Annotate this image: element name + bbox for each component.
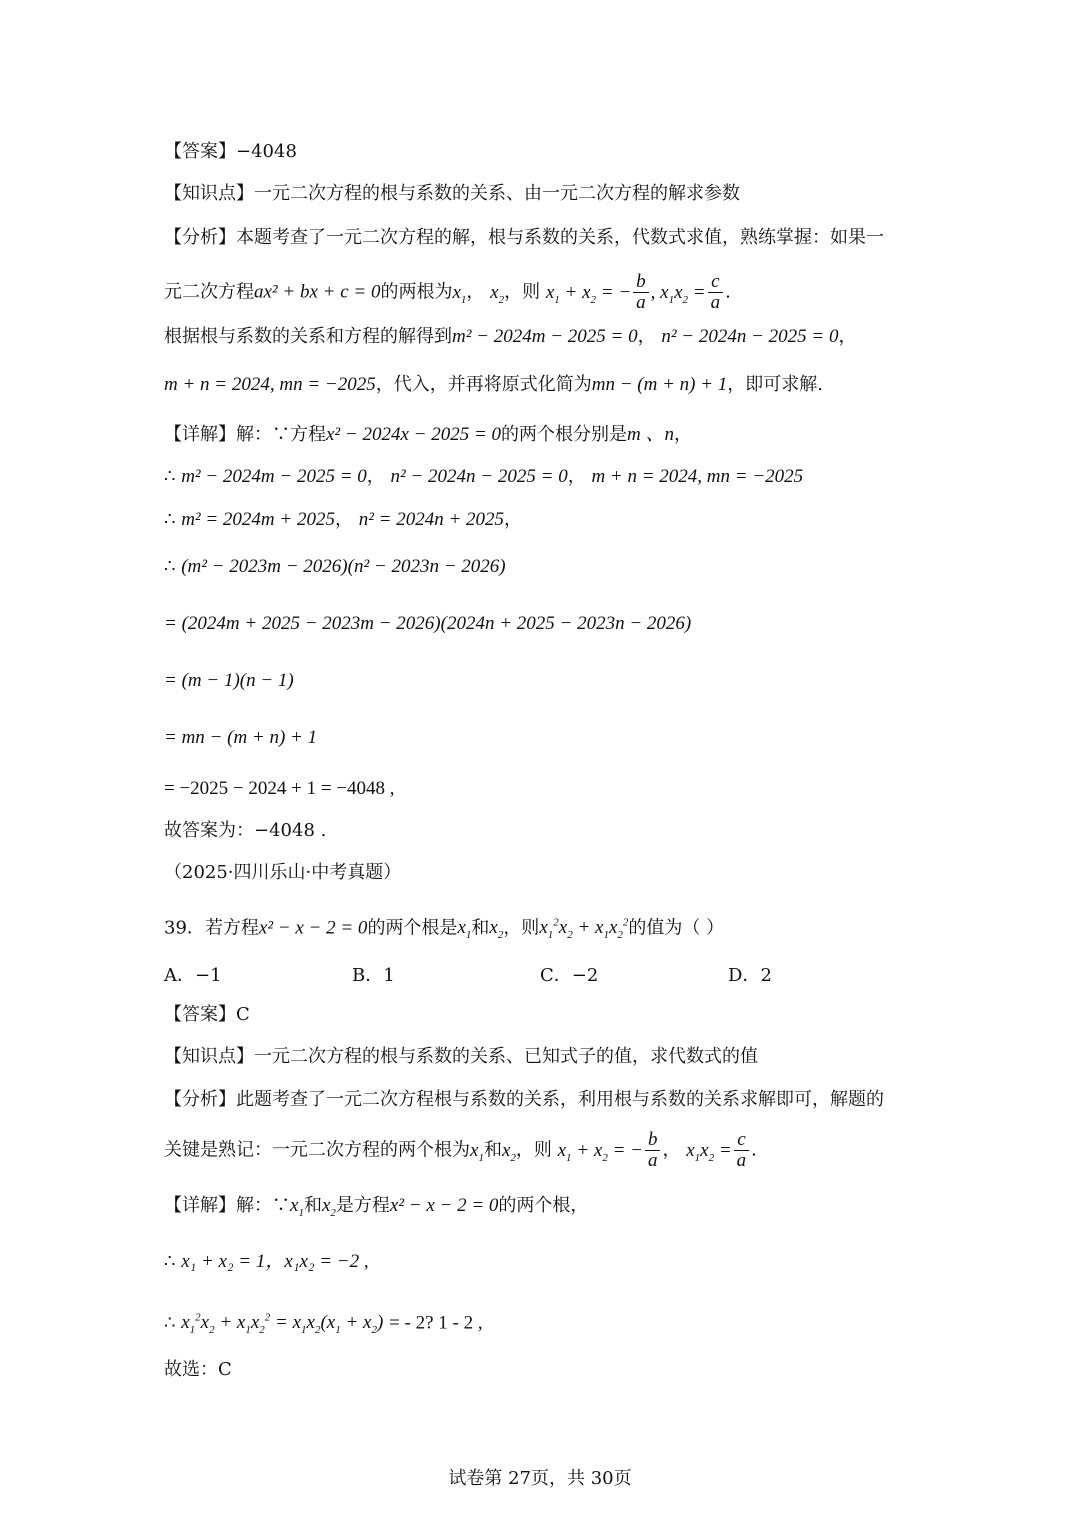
question-text: 的值为（ ） [628, 917, 725, 939]
question-text: 的两个根是 [367, 917, 458, 939]
step-1: ∴ m² − 2024m − 2025 = 0， n² − 2024n − 2025 = 0， m + n = 2024, mn = −2025 [164, 466, 804, 487]
page-footer: 试卷第 27页，共 30页 [448, 1468, 632, 1489]
detail-text: 和 [303, 1195, 322, 1216]
analysis-text: 和 [483, 1139, 502, 1161]
root-x1: $x_1$ [470, 1139, 484, 1164]
step1-eq-a: m² − 2024m − 2025 = 0 [181, 466, 367, 487]
root-x2: $x_2$ [501, 1139, 516, 1164]
analysis-text: 关键是熟记：一元二次方程的两个根为 [164, 1139, 470, 1161]
detail-line: 【详解】解：∵方程x² − 2024x − 2025 = 0的两个根分别是m 、n， [164, 424, 693, 445]
vieta-sum: $x_1 + x_2$ = − [557, 1139, 643, 1164]
detail-equation: x² − 2024x − 2025 = 0 [326, 424, 502, 445]
step-7 [164, 777, 924, 801]
knowledge-point-line-2: 【知识点】一元二次方程的根与系数的关系、已知式子的值，求代数式的值 [164, 1046, 758, 1067]
option-b: B．1 [352, 965, 395, 986]
root-x2: $x_2$ [321, 1195, 336, 1219]
question-39 [164, 911, 924, 947]
step-2: ∴ m² = 2024m + 2025， n² = 2024n + 2025， [164, 509, 523, 530]
step5-expression: = (m − 1)(n − 1) [164, 670, 294, 691]
sum-product-values: m + n = 2024, mn = −2025 [164, 374, 376, 395]
detail-text: 的两个根， [498, 1195, 589, 1216]
analysis-text: 的两根为 [380, 281, 453, 303]
final-answer-line: 故答案为：−4048 . [164, 820, 327, 841]
analysis-text: 元二次方程 [164, 281, 254, 303]
question-text: 和 [471, 917, 490, 939]
root-x2: $x_2$ [490, 281, 505, 306]
analysis-line: 【分析】本题考查了一元二次方程的解，根与系数的关系，代数式求值，熟练掌握：如果一 [164, 227, 884, 248]
step7-expression: = −2025 − 2024 + 1 = −4048 , [164, 778, 395, 799]
detail-line-2 [164, 1194, 924, 1225]
simplified-expression: mn − (m + n) + 1 [591, 374, 728, 395]
target-expression: $x_1^2x_2 + x_1x_2^2$ [539, 917, 629, 942]
knowledge-point-line: 【知识点】一元二次方程的根与系数的关系、由一元二次方程的解求参数 [164, 183, 740, 204]
fraction-b-over-a: $\frac{b}{a}$ [633, 272, 649, 313]
question-text: ，则 [503, 917, 540, 939]
fraction-c-over-a: $\frac{c}{a}$ [734, 1130, 750, 1171]
step2-tail: = - 2? 1 - 2 , [389, 1312, 483, 1334]
analysis-derivation-line: 根据根与系数的关系和方程的解得到m² − 2024m − 2025 = 0， n² − 2024n − 2025 = 0， [164, 326, 857, 347]
step6-expression: = mn − (m + n) + 1 [164, 727, 318, 748]
step2-expression: $x_1^2x_2 + x_1x_2^2 = x_1x_2(x_1 + x_2)$ [181, 1312, 384, 1337]
source-line: （2025·四川乐山·中考真题） [164, 862, 402, 883]
question-equation: x² − x − 2 = 0 [258, 917, 368, 939]
detail-label: 【详解】解：∵ [164, 1195, 290, 1216]
step2-eq-b: n² = 2024n + 2025 [358, 509, 505, 530]
step-1-q39: ∴ x₁ + x₂ = 1，x₁x₂ = −2 , [164, 1251, 369, 1272]
fraction-c-over-a: $\frac{c}{a}$ [708, 272, 724, 313]
option-d: D．2 [728, 965, 772, 986]
root-x1: $x_1$ [457, 917, 472, 942]
step2-eq-a: m² = 2024m + 2025 [181, 509, 335, 530]
root-x1: $x_1$ [290, 1195, 304, 1219]
option-a: A．−1 [164, 965, 222, 986]
root-x2: $x_2$ [489, 917, 504, 942]
question-number: 39．若方程 [164, 917, 259, 939]
detail-equation: x² − x − 2 = 0 [389, 1195, 499, 1216]
step-6 [164, 726, 924, 750]
analysis-text: ，则 [504, 281, 541, 303]
step-4 [164, 612, 924, 636]
analysis-line-2: 【分析】此题考查了一元二次方程根与系数的关系，利用根与系数的关系求解即可，解题的 [164, 1089, 884, 1110]
analysis-text: 根据根与系数的关系和方程的解得到 [164, 326, 452, 347]
vieta-product: , $x_1x_2$ = [650, 281, 706, 306]
step-5 [164, 669, 924, 693]
analysis-formula-line: 元二次方程ax² + bx + c = 0的两根为$x_1$， $x_2$，则 $x_1 + x_2$ = − $\frac{b}{a}$ , $x_1x_2$ = $\frac{c}{a}$ . [164, 271, 731, 313]
step-3: ∴ (m² − 2023m − 2026)(n² − 2023n − 2026) [164, 556, 506, 577]
analysis-text: ，即可求解. [727, 374, 824, 395]
detail-roots: m 、n [627, 424, 675, 445]
equation-m: m² − 2024m − 2025 = 0 [452, 326, 638, 347]
detail-text: 的两个根分别是 [501, 424, 628, 445]
step1-eq-b: n² − 2024n − 2025 = 0 [390, 466, 568, 487]
quadratic-equation: ax² + bx + c = 0 [254, 281, 381, 303]
analysis-simplify-line [164, 373, 924, 397]
step1-expression: x₁ + x₂ = 1，x₁x₂ = −2 , [181, 1251, 369, 1272]
equation-n: n² − 2024n − 2025 = 0 [661, 326, 839, 347]
root-x1: $x_1$ [452, 281, 467, 306]
analysis-formula-line-2: 关键是熟记：一元二次方程的两个根为$x_1$和$x_2$，则 $x_1 + x_2$ = − $\frac{b}{a}$ ， $x_1x_2$ = $\frac{c}{a}$ . [164, 1129, 757, 1171]
step3-expression: (m² − 2023m − 2026)(n² − 2023n − 2026) [181, 556, 506, 577]
detail-text: 是方程 [335, 1195, 390, 1216]
fraction-b-over-a: $\frac{b}{a}$ [645, 1130, 661, 1171]
analysis-text: ，代入，并再将原式化简为 [375, 374, 592, 395]
final-answer-line-2: 故选：C [164, 1359, 232, 1380]
answer-line: 【答案】−4048 [164, 141, 297, 162]
option-c: C．−2 [540, 965, 599, 986]
answer-line-2: 【答案】C [164, 1004, 250, 1025]
step4-expression: = (2024m + 2025 − 2023m − 2026)(2024n + 2025 − 2023n − 2026) [164, 613, 692, 634]
step1-eq-c: m + n = 2024, mn = −2025 [591, 466, 804, 487]
analysis-text: ，则 [515, 1139, 552, 1161]
vieta-product: $x_1x_2$ = [686, 1139, 732, 1164]
detail-label: 【详解】解：∵方程 [164, 424, 326, 445]
vieta-sum: $x_1 + x_2$ = − [545, 281, 632, 306]
step-2-q39: ∴ $x_1^2x_2 + x_1x_2^2 = x_1x_2(x_1 + x_2)$ = - 2? 1 - 2 , [164, 1312, 483, 1337]
